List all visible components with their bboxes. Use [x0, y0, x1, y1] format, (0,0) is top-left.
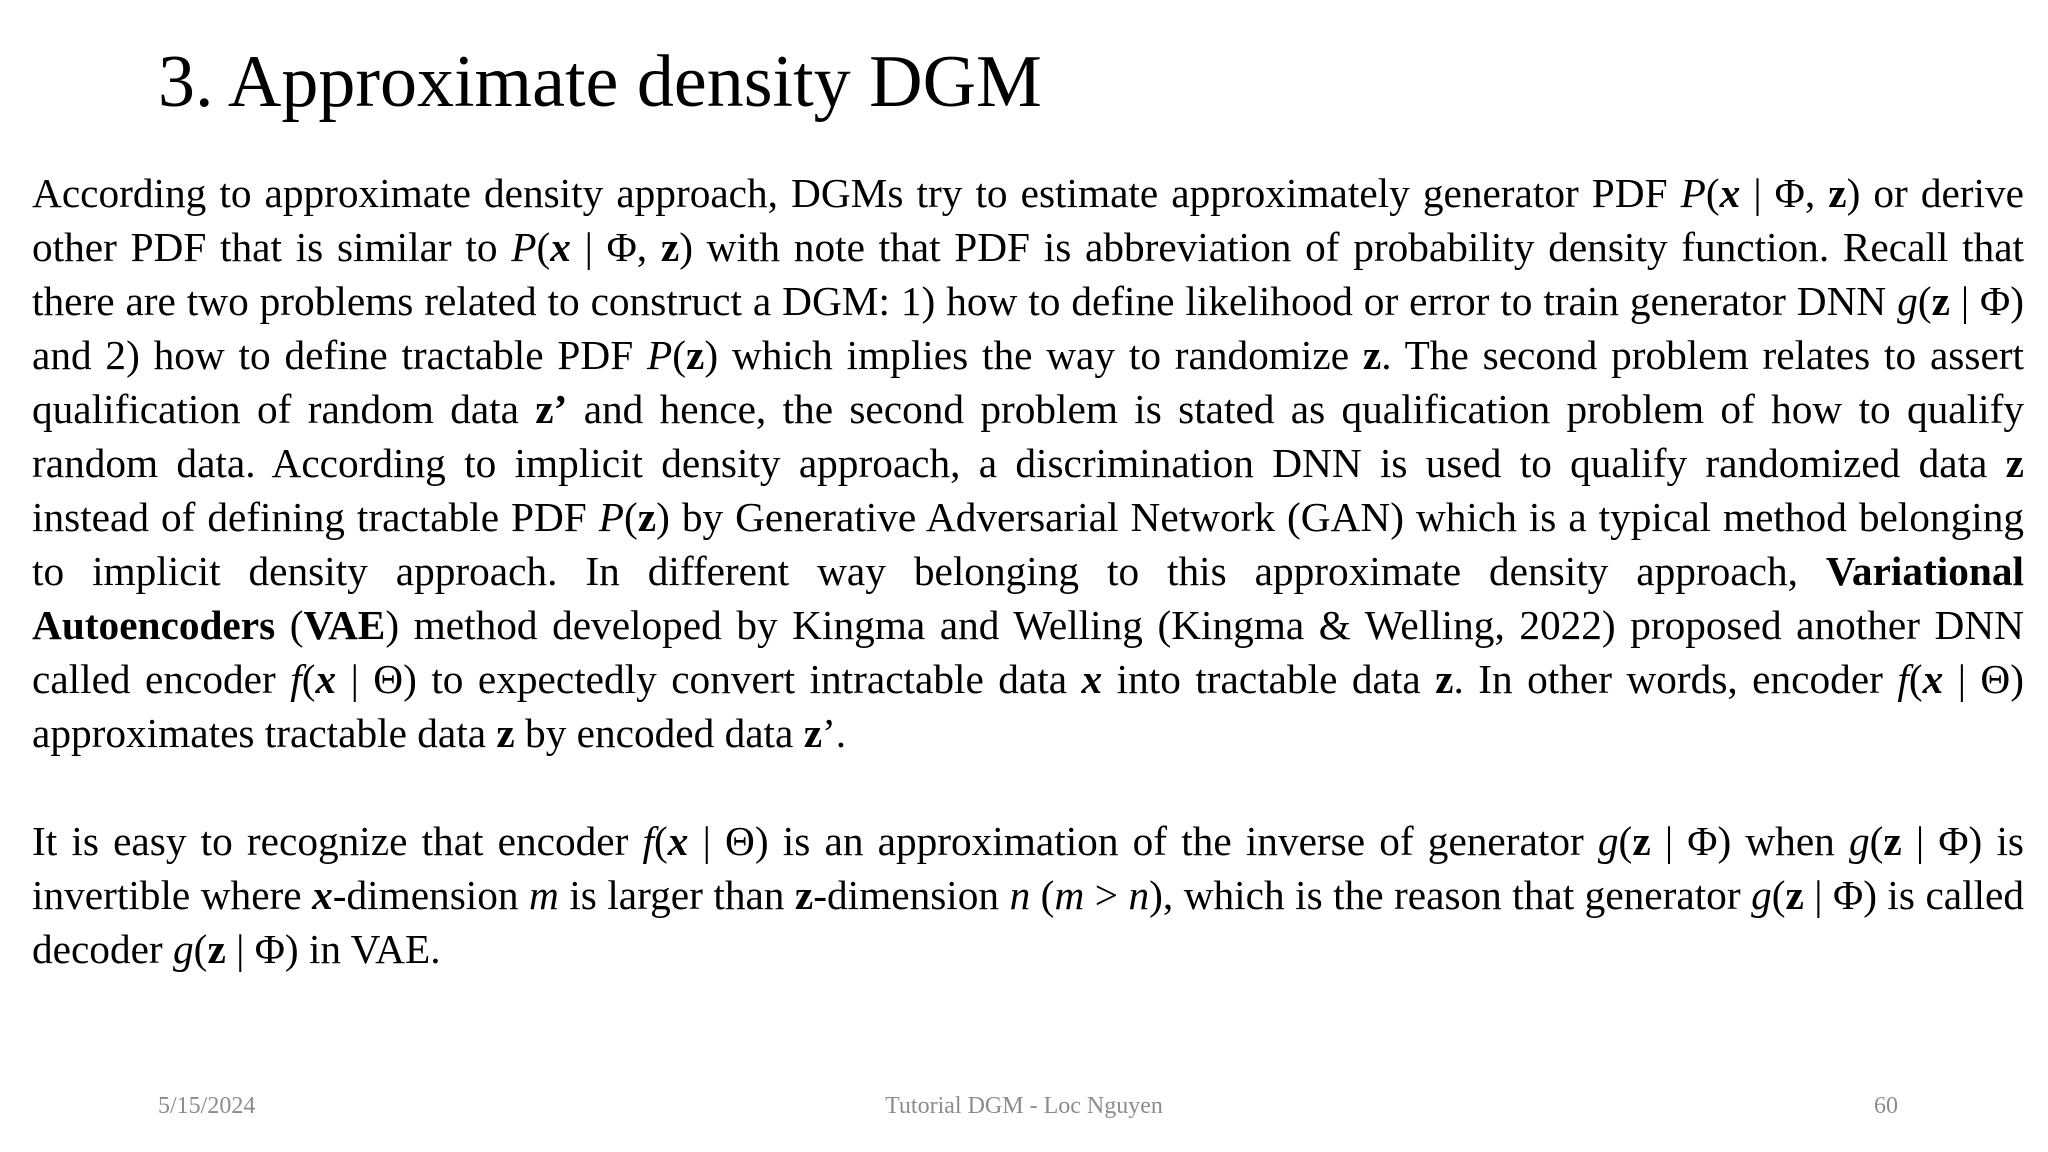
bold-symbol: z	[1931, 278, 1950, 324]
paragraph-approximate-density	[32, 166, 2024, 760]
bold-symbol: z	[1632, 818, 1651, 864]
bold-symbol: z	[1785, 872, 1804, 918]
text-run: (	[1908, 656, 1923, 702]
bold-symbol: z	[1883, 818, 1902, 864]
text-run: ), which is the reason that generator	[1149, 872, 1752, 918]
bold-italic-symbol: x	[312, 872, 333, 918]
text-run: (	[672, 332, 686, 378]
paragraph-encoder-decoder	[32, 814, 2024, 976]
text-run: | Φ,	[1740, 170, 1829, 216]
text-run: ) or derive other PDF that is similar to	[32, 170, 2024, 270]
bold-symbol: z	[685, 332, 705, 378]
text-run: >	[1084, 872, 1129, 918]
italic-symbol: P	[1680, 170, 1706, 216]
text-run: ) method developed by Kingma and Welling (Kingma & Welling, 2022) proposed another DNN called encoder	[32, 602, 2024, 702]
text-run: is larger than	[558, 872, 795, 918]
text-run: | Θ) is an approximation of the inverse of generator	[688, 818, 1598, 864]
text-run: | Φ,	[570, 224, 661, 270]
bold-symbol: z	[1362, 332, 1382, 378]
text-run: | Φ) and 2) how to define tractable PDF	[32, 278, 2024, 378]
bold-symbol: z	[794, 872, 814, 918]
italic-symbol: f	[290, 656, 302, 702]
text-run: (	[301, 656, 316, 702]
footer-date: 5/15/2024	[158, 1093, 256, 1119]
bold-symbol: z	[1435, 656, 1454, 702]
text-run: According to approximate density approach, DGMs try to estimate approximately generator PDF	[32, 170, 1681, 216]
bold-italic-symbol: x	[1719, 170, 1741, 216]
bold-symbol: z	[803, 710, 823, 756]
text-run: by encoded data	[514, 710, 804, 756]
text-run: (	[1917, 278, 1932, 324]
bold-symbol: z	[496, 710, 515, 756]
page-number: 60	[1874, 1093, 1898, 1119]
text-run: | Φ) is called decoder	[32, 872, 2025, 972]
bold-symbol: z	[2005, 440, 2024, 486]
text-run: (	[536, 224, 551, 270]
italic-symbol: m	[529, 872, 559, 918]
text-run: and hence, the second problem is stated as qualification problem of how to qualify random data. According to implicit density approach, a discrimination DNN is used to qualify randomized data	[32, 386, 2024, 486]
slide-body	[32, 166, 2024, 976]
text-run: | Θ) to expectedly convert intractable data	[336, 656, 1082, 702]
bold-symbol: z	[660, 224, 680, 270]
slide-title: 3. Approximate density DGM	[158, 41, 1042, 123]
italic-symbol: n	[1128, 872, 1150, 918]
text-run: (	[1030, 872, 1055, 918]
text-run: (	[1771, 872, 1786, 918]
italic-symbol: m	[1054, 872, 1085, 918]
italic-symbol: g	[1897, 278, 1918, 324]
bold-symbol: z	[637, 494, 657, 540]
bold-term: Variational Autoencoders	[32, 548, 2024, 648]
text-run: | Φ) is invertible where	[32, 818, 2024, 918]
text-run: (	[193, 926, 208, 972]
italic-symbol: P	[646, 332, 673, 378]
bold-term: VAE	[303, 602, 386, 648]
text-run: (	[1618, 818, 1633, 864]
italic-symbol: n	[1009, 872, 1031, 918]
text-run: ’.	[822, 710, 847, 756]
text-run: -dimension	[332, 872, 530, 918]
text-run: | Φ) when	[1650, 818, 1849, 864]
italic-symbol: g	[1848, 818, 1870, 864]
text-run: (	[654, 818, 668, 864]
text-run: ) which implies the way to randomize	[704, 332, 1363, 378]
bold-symbol: z	[1828, 170, 1847, 216]
text-run: -dimension	[813, 872, 1010, 918]
text-run: (	[1705, 170, 1720, 216]
text-run: . In other words, encoder	[1453, 656, 1898, 702]
paragraph-spacer	[32, 760, 2024, 814]
italic-symbol: g	[173, 926, 194, 972]
italic-symbol: g	[1597, 818, 1619, 864]
text-run: . The second problem relates to assert qualification of random data	[32, 332, 2025, 432]
bold-symbol: z	[207, 926, 226, 972]
italic-symbol: P	[598, 494, 624, 540]
italic-symbol: P	[511, 224, 537, 270]
bold-italic-symbol: x	[550, 224, 571, 270]
text-run: ) by Generative Adversarial Network (GAN) which is a typical method belonging to implicit density approach. In different way belonging to this approximate density approach,	[32, 494, 2024, 594]
text-run: (	[275, 602, 304, 648]
bold-italic-symbol: x	[1081, 656, 1103, 702]
text-run: (	[1869, 818, 1884, 864]
text-run: into tractable data	[1102, 656, 1436, 702]
footer-title: Tutorial DGM - Loc Nguyen	[885, 1093, 1163, 1119]
bold-italic-symbol: x	[667, 818, 689, 864]
italic-symbol: g	[1751, 872, 1772, 918]
text-run: (	[623, 494, 638, 540]
text-run: ) with note that PDF is abbreviation of probability density function. Recall that there are two problems related to construct a DGM: 1) how to define likelihood or error to train generator DNN	[32, 224, 2025, 324]
italic-symbol: f	[642, 818, 655, 864]
bold-italic-symbol: x	[315, 656, 337, 702]
bold-italic-symbol: x	[1922, 656, 1944, 702]
text-run: | Θ) approximates tractable data	[32, 656, 2025, 756]
text-run: instead of defining tractable PDF	[32, 494, 599, 540]
text-run: | Φ) in VAE.	[225, 926, 441, 972]
bold-symbol: z’	[535, 386, 568, 432]
text-run: It is easy to recognize that encoder	[32, 818, 643, 864]
italic-symbol: f	[1897, 656, 1909, 702]
